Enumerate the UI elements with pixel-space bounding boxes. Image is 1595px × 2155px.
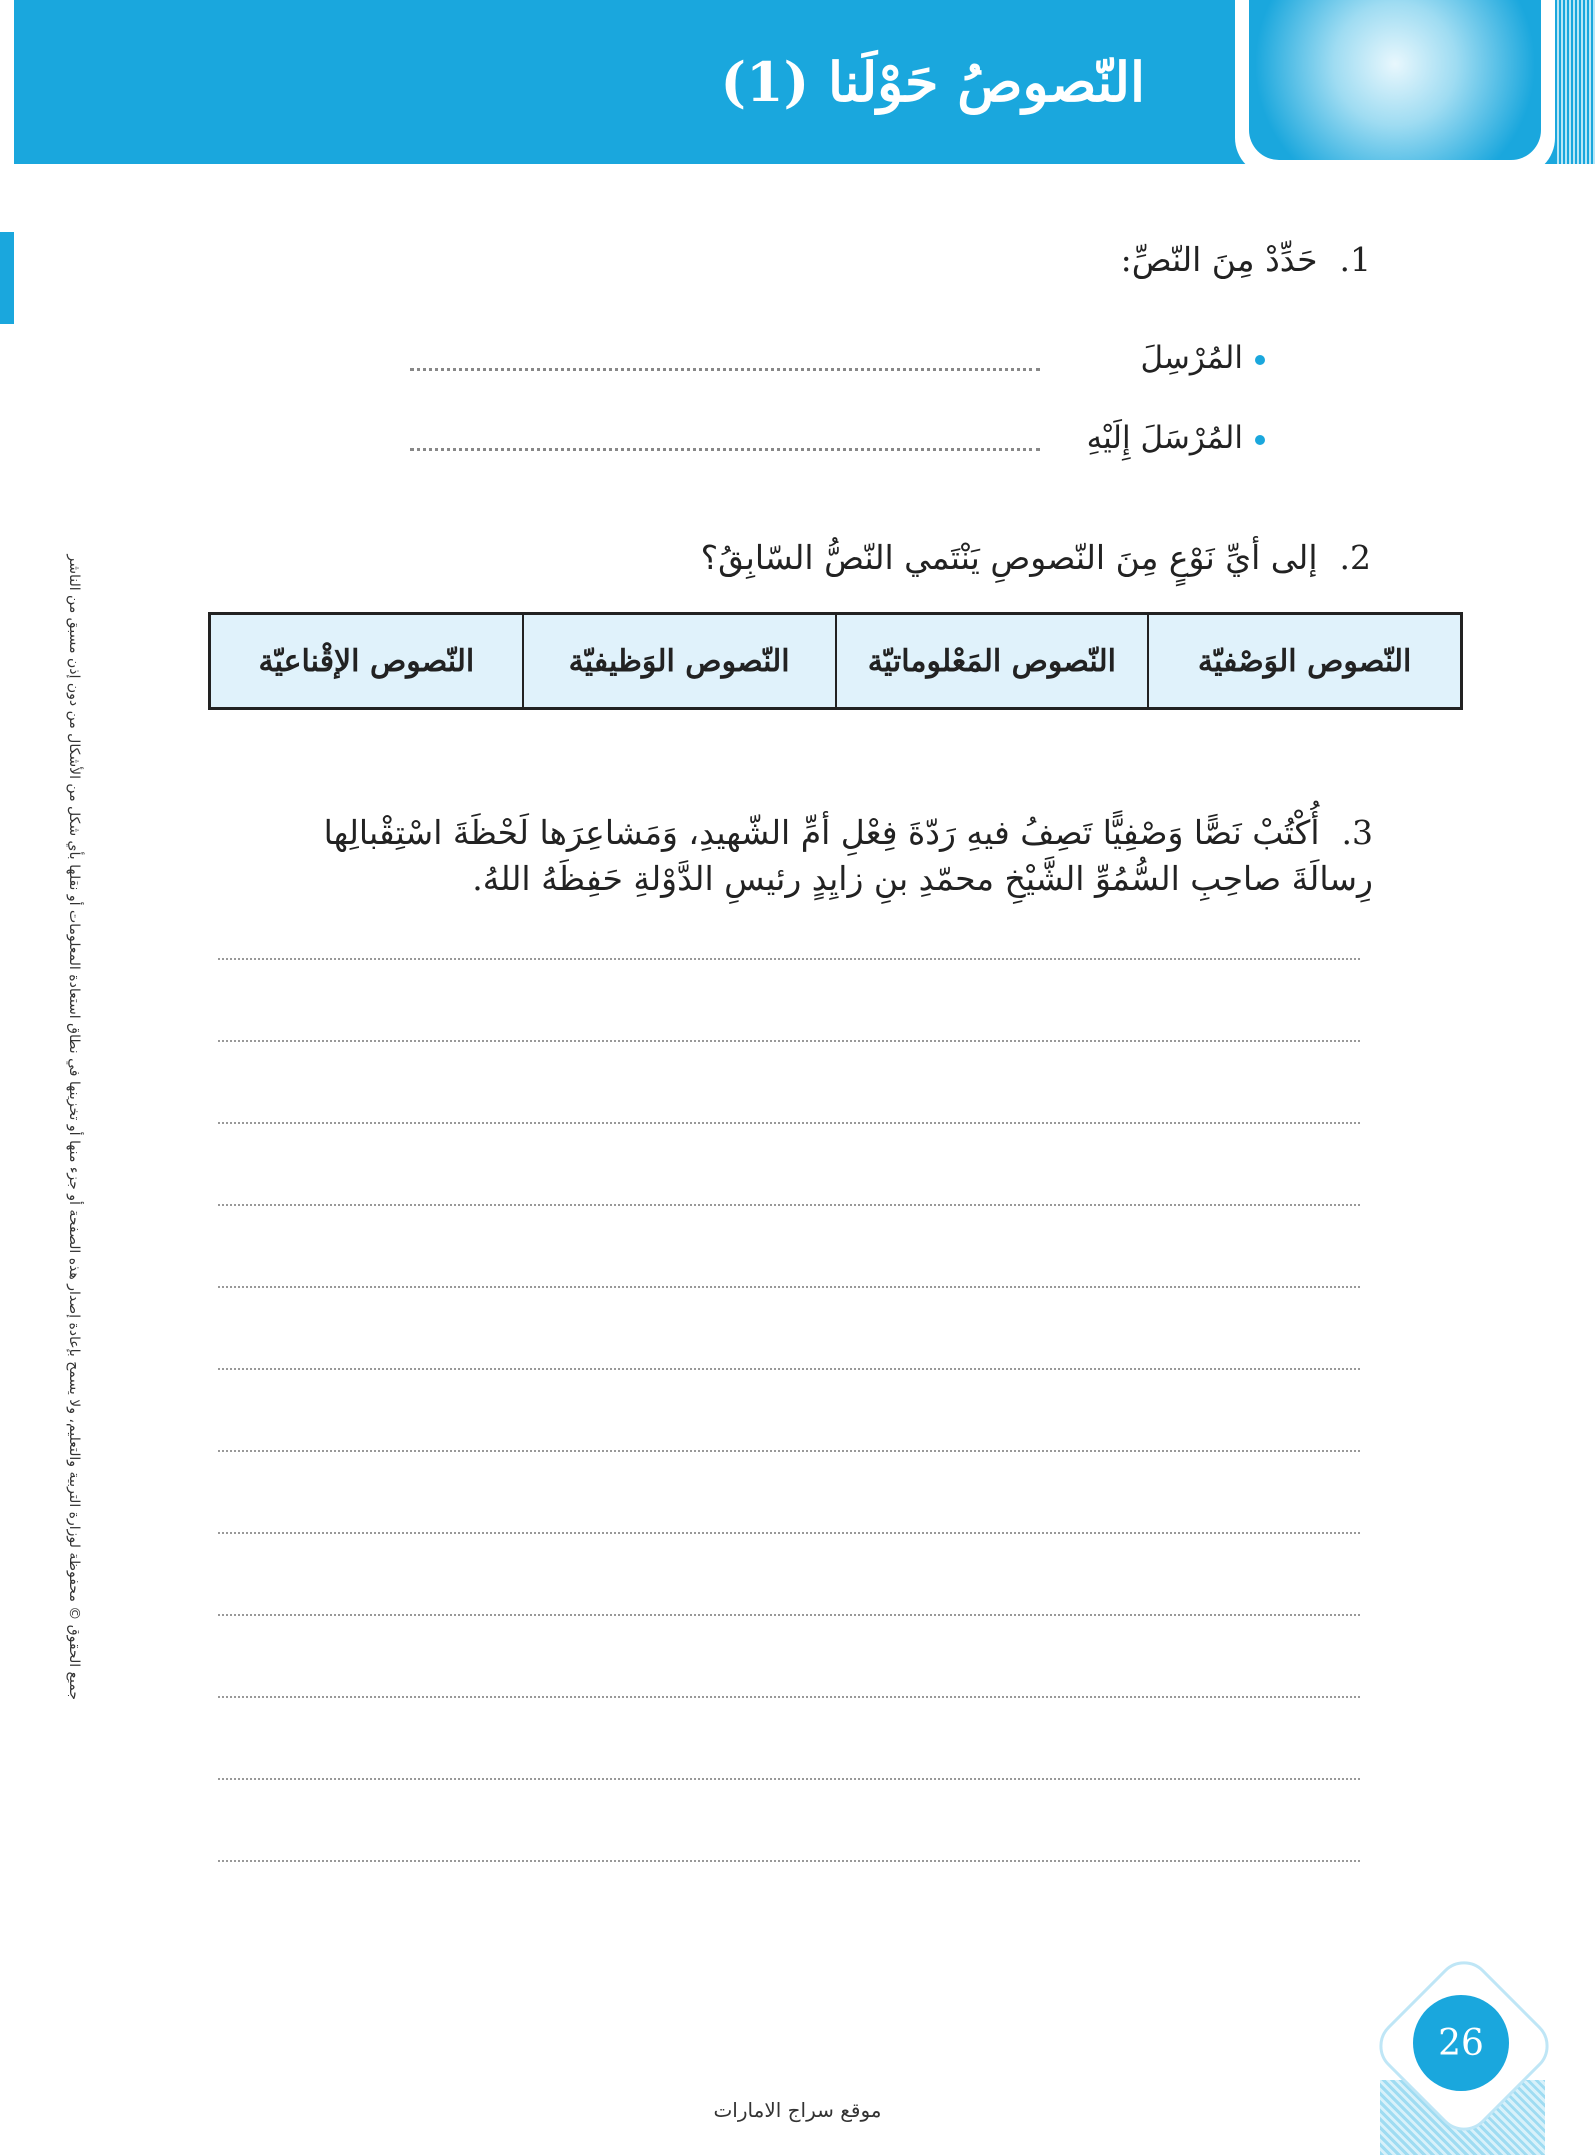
copyright-side-note: جميع الحقوق © محفوظة لوزارة التربية والتعليم، ولا يسمح بإعادة إصدار هذه الصفحة أو جزء منها أو تخزينها في نطاق استعادة المعلومات أو نقلها بأي شكل من الأشكال من دون إذن مسبق من الناشر: [66, 554, 82, 1700]
writing-line[interactable]: [218, 1532, 1360, 1534]
text-type-descriptive[interactable]: النّصوص الوَصْفيّة: [1147, 615, 1460, 707]
question-3-text: أُكْتُبْ نَصًّا وَصْفِيًّا تَصِفُ فيهِ رَدّةَ فِعْلِ أمِّ الشّهيدِ، وَمَشاعِرَها لَحْظَةَ اسْتِقْبالِها رِسالَةَ صاحِبِ السُّمُوِّ الشَّيْخِ محمّدِ بنِ زايِدٍ رئيسِ الدَّوْلةِ حَفِظَهُ اللهُ.: [323, 813, 1373, 898]
text-type-persuasive[interactable]: النّصوص الإقْناعيّة: [258, 643, 475, 679]
bullet-dot-icon: [1255, 435, 1265, 445]
writing-line[interactable]: [218, 1368, 1360, 1370]
question-2-text: إلى أيِّ نَوْعٍ مِنَ النّصوصِ يَنْتَمي النّصُّ السّابِقُ؟: [700, 538, 1318, 577]
question-1-item-recipient: [1087, 420, 1265, 456]
writing-line[interactable]: [218, 1614, 1360, 1616]
question-1: [1121, 240, 1371, 279]
question-1-item-sender: [1140, 340, 1265, 376]
writing-line[interactable]: [218, 1778, 1360, 1780]
text-type-functional[interactable]: النّصوص الوَظيفيّة: [522, 615, 835, 707]
question-2: [701, 538, 1371, 577]
bullet-dot-icon: [1255, 355, 1265, 365]
question-3-number: 3.: [1341, 813, 1373, 852]
writing-line[interactable]: [218, 1204, 1360, 1206]
page-number: 26: [1413, 1995, 1509, 2091]
question-1-number: 1.: [1339, 240, 1371, 279]
question-2-number: 2.: [1339, 538, 1371, 577]
writing-line[interactable]: [218, 1122, 1360, 1124]
page-title: النّصوصُ حَوْلَنا (1): [720, 50, 1145, 114]
question-1-text: حَدِّدْ مِنَ النّصِّ:: [1120, 240, 1318, 279]
writing-line[interactable]: [218, 1696, 1360, 1698]
writing-line[interactable]: [218, 1860, 1360, 1862]
question-3: [288, 810, 1373, 902]
text-type-informational[interactable]: النّصوص المَعْلوماتيّة: [835, 615, 1148, 707]
question-1-item-label: المُرْسَلَ إِلَيْهِ: [1086, 420, 1243, 456]
text-types-table: [208, 612, 1463, 710]
writing-line[interactable]: [218, 958, 1360, 960]
header-left-strip: [0, 0, 14, 164]
header-texture: [1555, 0, 1595, 164]
side-accent-bar: [0, 232, 14, 324]
answer-line-recipient[interactable]: [410, 448, 1040, 451]
header-tab-graphic: [1249, 0, 1541, 160]
writing-line[interactable]: [218, 1040, 1360, 1042]
footer-site-name: موقع سراج الامارات: [713, 2098, 882, 2122]
writing-line[interactable]: [218, 1286, 1360, 1288]
question-1-item-label: المُرْسِلَ: [1140, 340, 1243, 376]
answer-line-sender[interactable]: [410, 368, 1040, 371]
writing-line[interactable]: [218, 1450, 1360, 1452]
